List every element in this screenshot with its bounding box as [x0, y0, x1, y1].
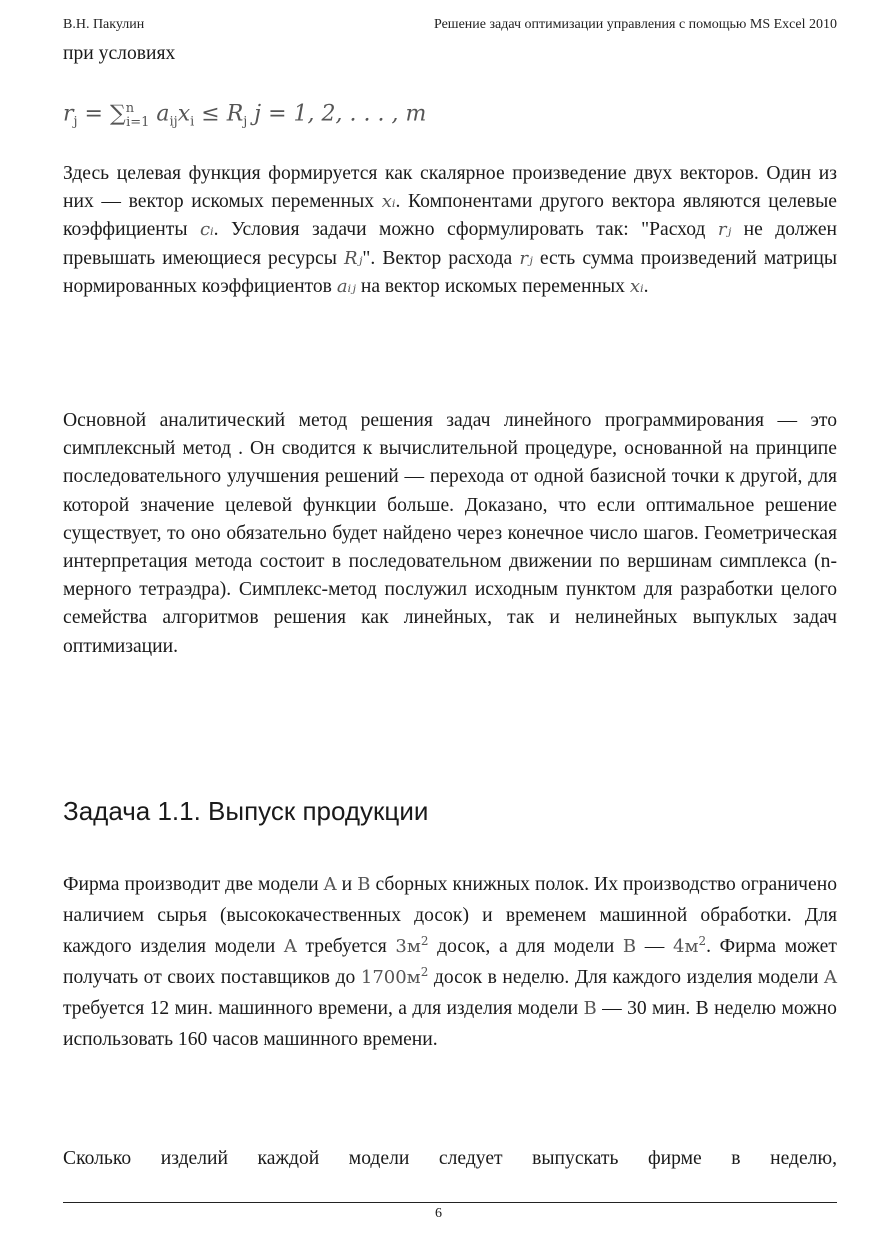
- running-header: [63, 17, 837, 37]
- model-a-3: A: [824, 967, 838, 988]
- header-title: Решение задач оптимизации управления с помощью MS Excel 2010: [433, 17, 837, 32]
- header-author: В.Н. Пакулин: [63, 17, 145, 32]
- model-b-3: B: [583, 998, 597, 1019]
- constraint-formula: $r_j = \sum^n_{i=1}$ $a_{ij}x_i \le R_j$ j = 1, 2, . . . , m: [63, 101, 427, 130]
- quantity-3m2: $3м^2$: [395, 934, 429, 957]
- quantity-1700m2: $1700м^2$: [360, 965, 429, 988]
- section-heading: Задача 1.1. Выпуск продукции: [63, 796, 429, 826]
- paragraph-question: Сколько изделий каждой модели следует выпускать фирме в неделю,: [63, 1148, 837, 1169]
- math-r-j: rⱼ: [717, 219, 732, 241]
- paragraph-problem: Фирма производит две модели A и B сборных книжных полок. Их производство ограничено наличием сырья (высококачественных досок) и временем машинной обработки. Для каждого изделия модели A требуется $3м^2$ досок, а для модели B — $4м^2$. Фирма может получать от своих поставщиков до $1700м^2$ досок в неделю. Для каждого изделия модели A требуется 12 мин. машинного времени, а для изделия модели B — 30 мин. В неделю можно использовать 160 часов машинного времени.: [63, 874, 838, 1050]
- math-x-i-2: xᵢ: [629, 275, 644, 297]
- paragraph-simplex: Основной аналитический метод решения задач линейного программирования — это симплексный метод . Он сводится к вычислительной процедуре, основанной на принципе последовательного улучшения решений — перехода от одной базисной точки к другой, для которой значение целевой функции больше. Доказано, что если оптимальное решение существует, то оно обязательно будет найдено через конечное число шагов. Геометрическая интерпретация метода состоит в последовательном движении по вершинам симплекса (n-мерного тетраэдра). Симплекс-метод послужил исходным пунктом для разработки целого семейства алгоритмов решения как линейных, так и нелинейных выпуклых задач оптимизации.: [63, 410, 837, 657]
- math-a-ij: aᵢⱼ: [336, 275, 356, 297]
- model-a-2: A: [283, 936, 297, 957]
- quantity-4m2: $4м^2$: [673, 934, 707, 957]
- math-c-i: cᵢ: [199, 219, 214, 241]
- footer-divider: [63, 1202, 837, 1203]
- model-b-2: B: [622, 936, 637, 957]
- math-x-i: xᵢ: [381, 191, 396, 213]
- intro-text: при условиях: [63, 43, 176, 64]
- model-b: B: [357, 874, 371, 895]
- math-R-j: Rⱼ: [344, 247, 363, 269]
- model-a: A: [323, 874, 337, 895]
- math-r-j-2: rⱼ: [519, 247, 533, 269]
- paragraph-objective: Здесь целевая функция формируется как скалярное произведение двух векторов. Один из них — вектор искомых переменных xᵢ. Компонентами другого вектора являются целевые коэффициенты cᵢ. Условия задачи можно сформулировать так: "Расход rⱼ не должен превышать имеющиеся ресурсы Rⱼ". Вектор расхода rⱼ есть сумма произведений матрицы нормированных коэффициентов aᵢⱼ на вектор искомых переменных xᵢ.: [63, 163, 838, 297]
- page-number: 6: [435, 1206, 442, 1221]
